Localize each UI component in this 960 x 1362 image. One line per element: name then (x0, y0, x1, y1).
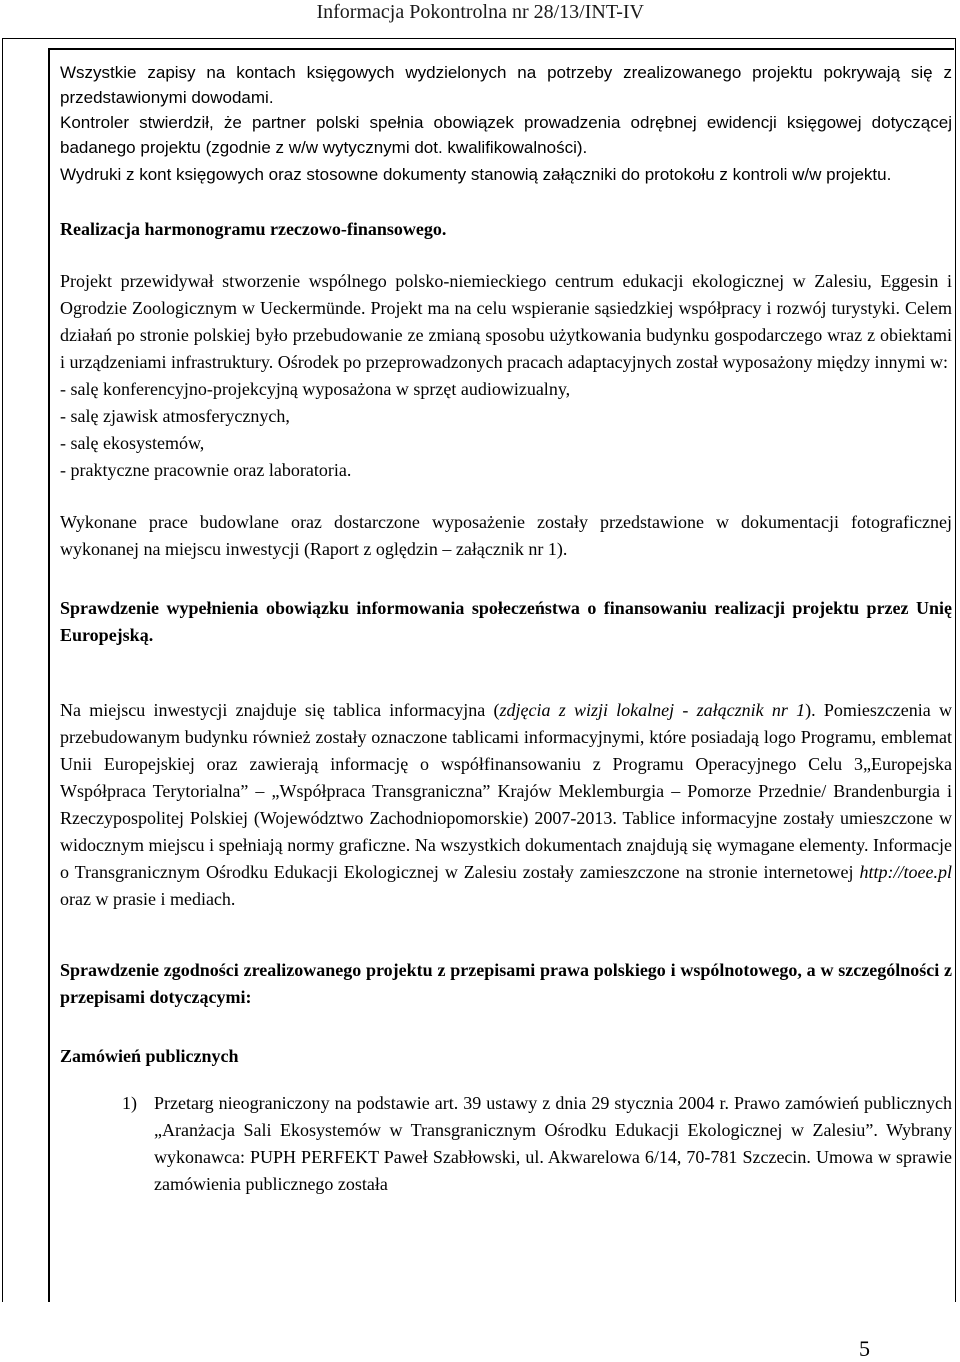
procurement-list (60, 1090, 952, 1198)
list-item: - salę zjawisk atmosferycznych, (60, 406, 290, 426)
document-body (60, 60, 952, 1198)
paragraph-wydruki: Wydruki z kont księgowych oraz stosowne dokumenty stanowią załączniki do protokołu z kontroli w/w projektu. (60, 165, 892, 184)
attachment-reference: zdjęcia z wizji lokalnej - załącznik nr 1 (499, 700, 806, 720)
website-link[interactable]: http://toee.pl (859, 862, 952, 882)
paragraph-projekt: Projekt przewidywał stworzenie wspólnego polsko-niemieckiego centrum edukacji ekologicznej w Zalesiu, Eggesin i Ogrodzie Zoologicznym w Ueckermünde. Projekt ma na celu wspieranie sąsiedzkiej współpracy i rozwój turystyki. Celem działań po stronie polskiej było przebudowanie ze zmianą sposobu użytkowania budynku gospodarczego wraz z obiektami i urządzeniami infrastruktury. Ośrodek po przeprowadzonych pracach adaptacyjnych został wyposażony między innymi w: (60, 271, 952, 372)
paragraph-tablica (60, 697, 952, 913)
heading-zgodnosc: Sprawdzenie zgodności zrealizowanego projektu z przepisami prawa polskiego i wspólnotowego, a w szczególności z przepisami dotyczącymi: (60, 960, 952, 1007)
page-header: Informacja Pokontrolna nr 28/13/INT-IV (316, 1, 644, 23)
item-text: Przetarg nieograniczony na podstawie art. 39 ustawy z dnia 29 stycznia 2004 r. Prawo zamówień publicznych „Aranżacja Sali Ekosystemów w Transgranicznym Ośrodku Edukacji Ekologicznej w Zalesiu”. Wybrany wykonawca: PUPH PERFEKT Paweł Szabłowski, ul. Akwarelowa 6/14, 70-781 Szczecin. Umowa w sprawie zamówienia publicznego została (154, 1093, 952, 1194)
paragraph-dokumentacja: Wykonane prace budowlane oraz dostarczone wyposażenie zostały przedstawione w dokumentacji fotograficznej wykonanej na miejscu inwestycji (Raport z oględzin – załącznik nr 1). (60, 512, 952, 559)
list-item: - salę konferencyjno-projekcyjną wyposażona w sprzęt audiowizualny, (60, 379, 571, 399)
procurement-item (60, 1090, 952, 1198)
heading-informowanie: Sprawdzenie wypełnienia obowiązku informowania społeczeństwa o finansowaniu realizacji projektu przez Unię Europejską. (60, 598, 952, 645)
text-span: ). Pomieszczenia w przebudowanym budynku również zostały oznaczone tablicami informacyjnymi, które posiadają logo Programu, emblemat Unii Europejskiej oraz zawierają informację o współfinansowaniu z Programu Operacyjnego Celu 3„Europejska Współpraca Terytorialna” – „Współpraca Transgraniczna” Krajów Meklemburgia – Pomorze Przednie/ Brandenburgia i Rzeczypospolitej Polskiej (Województwo Zachodniopomorskie) 2007-2013. Tablice informacyjne zostały umieszczone w widocznym miejscu i spełniają normy graficzne. Na wszystkich dokumentach znajdują się wymagane elementy. Informacje o Transgranicznym Ośrodku Edukacji Ekologicznej w Zalesiu zostały zamieszczone na stronie internetowej (60, 700, 953, 882)
heading-harmonogram: Realizacja harmonogramu rzeczowo-finansowego. (60, 219, 447, 239)
paragraph-ewidencja: Kontroler stwierdził, że partner polski spełnia obowiązek prowadzenia odrębnej ewidencji księgowej dotyczącej badanego projektu (zgodnie z w/w wytycznymi dot. kwalifikowalności). (60, 113, 952, 157)
page-number: 5 (859, 1336, 870, 1361)
text-span: oraz w prasie i mediach. (60, 889, 236, 909)
list-item: - praktyczne pracownie oraz laboratoria. (60, 460, 352, 480)
item-number: 1) (122, 1093, 137, 1113)
text-span: Na miejscu inwestycji znajduje się tablica informacyjna ( (60, 700, 500, 720)
heading-zamowienia: Zamówień publicznych (60, 1046, 239, 1066)
list-item: - salę ekosystemów, (60, 433, 205, 453)
paragraph-zapisy: Wszystkie zapisy na kontach księgowych wydzielonych na potrzeby zrealizowanego projektu pokrywają się z przedstawionymi dowodami. (60, 63, 952, 107)
